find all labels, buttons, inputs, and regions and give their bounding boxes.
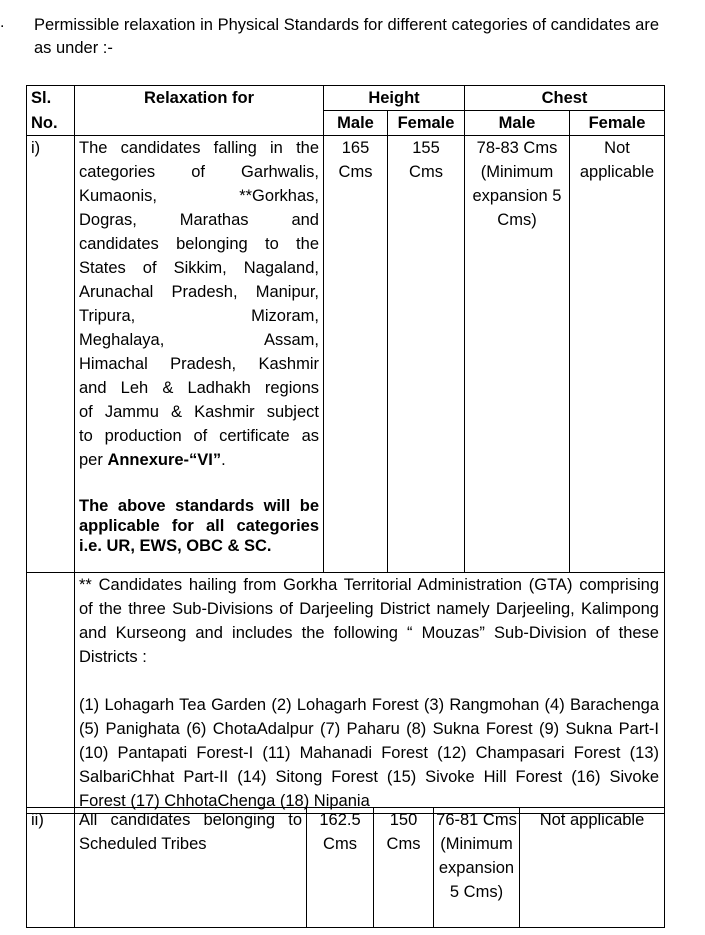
description-line: Dogras, Marathas and <box>79 211 319 229</box>
description-line: Arunachal Pradesh, Manipur, <box>79 283 319 301</box>
description-line: Tripura, Mizoram, <box>79 307 319 325</box>
description-lines <box>79 136 319 448</box>
height-female-header: Female <box>388 111 465 136</box>
annexure-line: per Annexure-“VI”. <box>79 451 226 469</box>
gorkha-sl-cell <box>27 573 75 814</box>
chest-male-header: Male <box>465 111 570 136</box>
gorkha-note-cell <box>75 573 665 814</box>
description-line: and Leh & Ladhakh regions <box>79 379 319 397</box>
chest-header: Chest <box>465 86 665 111</box>
chest-female-cell: Not applicable <box>570 136 665 573</box>
description-cell: All candidates belonging to Scheduled Tribes <box>75 808 307 928</box>
height-header: Height <box>324 86 465 111</box>
description-line: candidates belonging to the <box>79 235 319 253</box>
height-female-cell: 150 Cms <box>374 808 434 928</box>
relaxation-for-header-blank <box>75 111 324 136</box>
gorkha-note-row <box>27 573 665 814</box>
header-row-2 <box>27 111 665 136</box>
table-row-i <box>27 136 665 573</box>
sl-header-1: Sl. <box>27 86 75 111</box>
sl-cell: ii) <box>27 808 75 928</box>
description-line: Kumaonis, **Gorkhas, <box>79 187 319 205</box>
height-male-cell: 162.5 Cms <box>307 808 374 928</box>
table-row-ii <box>27 808 665 928</box>
relaxation-table <box>26 85 665 814</box>
height-female-cell: 155 Cms <box>388 136 465 573</box>
description-line: States of Sikkim, Nagaland, <box>79 259 319 277</box>
height-male-header: Male <box>324 111 388 136</box>
intro-paragraph: Permissible relaxation in Physical Standards for different categories of candidates are as under :- <box>34 16 659 57</box>
gorkha-para-2: (1) Lohagarh Tea Garden (2) Lohagarh Forest (3) Rangmohan (4) Barachenga (5) Panighata (6) ChotaAdalpur (7) Paharu (8) Sukna Forest (9) Sukna Part-I (10) Pantapati Forest-I (11) Mahanadi Forest (12) Champasari Forest (13) SalbariChhat Part-II (14) Sitong Forest (15) Sivoke Hill Forest (16) Sivoke Forest (17) ChhotaChenga (18) Nipania <box>79 696 659 810</box>
description-cell <box>75 136 324 573</box>
description-line: Meghalaya, Assam, <box>79 331 319 349</box>
description-line: categories of Garhwalis, <box>79 163 319 181</box>
sl-cell: i) <box>27 136 75 573</box>
standards-note: The above standards will be applicable for all categories i.e. UR, EWS, OBC & SC. <box>79 497 319 555</box>
chest-female-cell: Not applicable <box>520 808 665 928</box>
description-line: to production of certificate as <box>79 427 319 445</box>
relaxation-table-row-ii <box>26 807 665 928</box>
annexure-ref: Annexure-“VI” <box>107 451 222 469</box>
chest-male-cell: 78-83 Cms (Minimum expansion 5 Cms) <box>465 136 570 573</box>
chest-male-cell: 76-81 Cms (Minimum expansion 5 Cms) <box>434 808 520 928</box>
height-male-cell: 165 Cms <box>324 136 388 573</box>
header-row-1 <box>27 86 665 111</box>
chest-female-header: Female <box>570 111 665 136</box>
sl-header-2: No. <box>27 111 75 136</box>
description-line: Himachal Pradesh, Kashmir <box>79 355 319 373</box>
relaxation-for-header: Relaxation for <box>75 86 324 111</box>
list-bullet: . <box>0 14 5 31</box>
description-line: of Jammu & Kashmir subject <box>79 403 319 421</box>
description-line: The candidates falling in the <box>79 139 319 157</box>
gorkha-para-1: ** Candidates hailing from Gorkha Territorial Administration (GTA) comprising of the three Sub-Divisions of Darjeeling District namely Darjeeling, Kalimpong and Kurseong and includes the following “ Mouzas” Sub-Division of these Districts : <box>79 576 659 666</box>
